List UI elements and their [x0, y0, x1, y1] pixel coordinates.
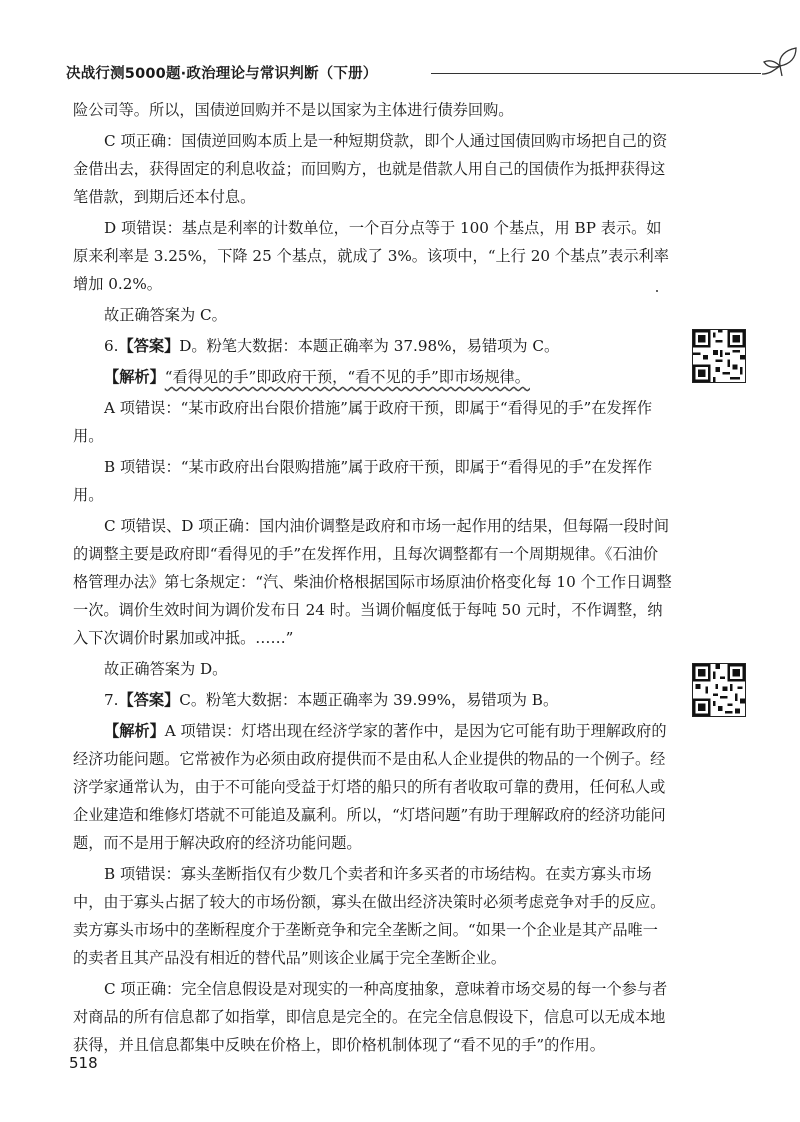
paragraph: 故正确答案为 C。	[104, 306, 227, 324]
answer-line	[73, 686, 673, 714]
sprout-leaf-icon	[756, 46, 800, 80]
analysis-line	[73, 363, 673, 391]
qr-code-icon[interactable]	[692, 663, 746, 717]
paragraph: 故正确答案为 D。	[104, 660, 228, 678]
paragraph: C 项正确：国债逆回购本质上是一种短期贷款，即个人通过国债回购市场把自己的资金借出去，获得固定的利息收益；而回购方，也就是借款人用自己的国债作为抵押获得这笔借款，到期后还本付息。	[73, 132, 668, 206]
question-number: 7.	[104, 691, 119, 709]
answer-text: C。粉笔大数据：本题正确率为 39.99%，易错项为 B。	[179, 691, 559, 709]
page-body	[73, 96, 673, 1062]
question-number: 6.	[104, 337, 119, 355]
answer-label: 【答案】	[118, 691, 180, 709]
stray-dot	[656, 290, 658, 292]
paragraph: A 项错误：“某市政府出台限价措施”属于政府干预，即属于“看得见的手”在发挥作用。	[73, 399, 653, 445]
paragraph: C 项正确：完全信息假设是对现实的一种高度抽象，意味着市场交易的每一个参与者对商品的所有信息都了如指掌，即信息是完全的。在完全信息假设下，信息可以无成本地获得，并且信息都集中反映在价格上，即价格机制体现了“看不见的手”的作用。	[73, 980, 668, 1054]
answer-label: 【答案】	[118, 337, 180, 355]
page-header	[66, 58, 746, 84]
analysis-text: “看得见的手”即政府干预，“看不见的手”即市场规律。	[164, 368, 530, 386]
paragraph: 险公司等。所以，国债逆回购并不是以国家为主体进行债券回购。	[73, 101, 514, 119]
analysis-text: A 项错误：灯塔出现在经济学家的著作中，是因为它可能有助于理解政府的经济功能问题。它常被作为必须由政府提供而不是由私人企业提供的物品的一个例子。经济学家通常认为，由于不可能向受益于灯塔的船只的所有者收取可靠的费用，任何私人或企业建造和维修灯塔就不可能追及赢利。所以，“灯塔问题”有助于理解政府的经济功能问题，而不是用于解决政府的经济功能问题。	[73, 722, 667, 852]
header-title: 决战行测5000题·政治理论与常识判断（下册）	[66, 66, 378, 82]
paragraph: B 项错误：寡头垄断指仅有少数几个卖者和许多买者的市场结构。在卖方寡头市场中，由于寡头占据了较大的市场份额，寡头在做出经济决策时必须考虑竞争对手的反应。卖方寡头市场中的垄断程度介于垄断竞争和完全垄断之间。“如果一个企业是其产品唯一的卖者且其产品没有相近的替代品”则该企业属于完全垄断企业。	[73, 865, 666, 967]
paragraph: B 项错误：“某市政府出台限购措施”属于政府干预，即属于“看得见的手”在发挥作用。	[73, 458, 653, 504]
paragraph: C 项错误、D 项正确：国内油价调整是政府和市场一起作用的结果，但每隔一段时间的调整主要是政府即“看得见的手”在发挥作用，且每次调整都有一个周期规律。《石油价格管理办法》第七条规定：“汽、柴油价格根据国际市场原油价格变化每 10 个工作日调整一次。调价生效时间为调价发布日 24 时。当调价幅度低于每吨 50 元时，不作调整，纳入下次调价时累加或冲抵。……”	[73, 517, 672, 647]
page-number: 518	[69, 1054, 98, 1072]
analysis-line	[73, 717, 673, 857]
analysis-label: 【解析】	[104, 368, 165, 386]
header-rule	[431, 73, 761, 74]
analysis-label: 【解析】	[104, 722, 165, 740]
qr-code-icon[interactable]	[692, 329, 746, 383]
answer-line	[73, 332, 673, 360]
paragraph: D 项错误：基点是利率的计数单位，一个百分点等于 100 个基点，用 BP 表示。如原来利率是 3.25%，下降 25 个基点，就成了 3%。该项中，“上行 20 个基点”表示利率增加 0.2%。	[73, 219, 669, 293]
answer-text: D。粉笔大数据：本题正确率为 37.98%，易错项为 C。	[179, 337, 560, 355]
